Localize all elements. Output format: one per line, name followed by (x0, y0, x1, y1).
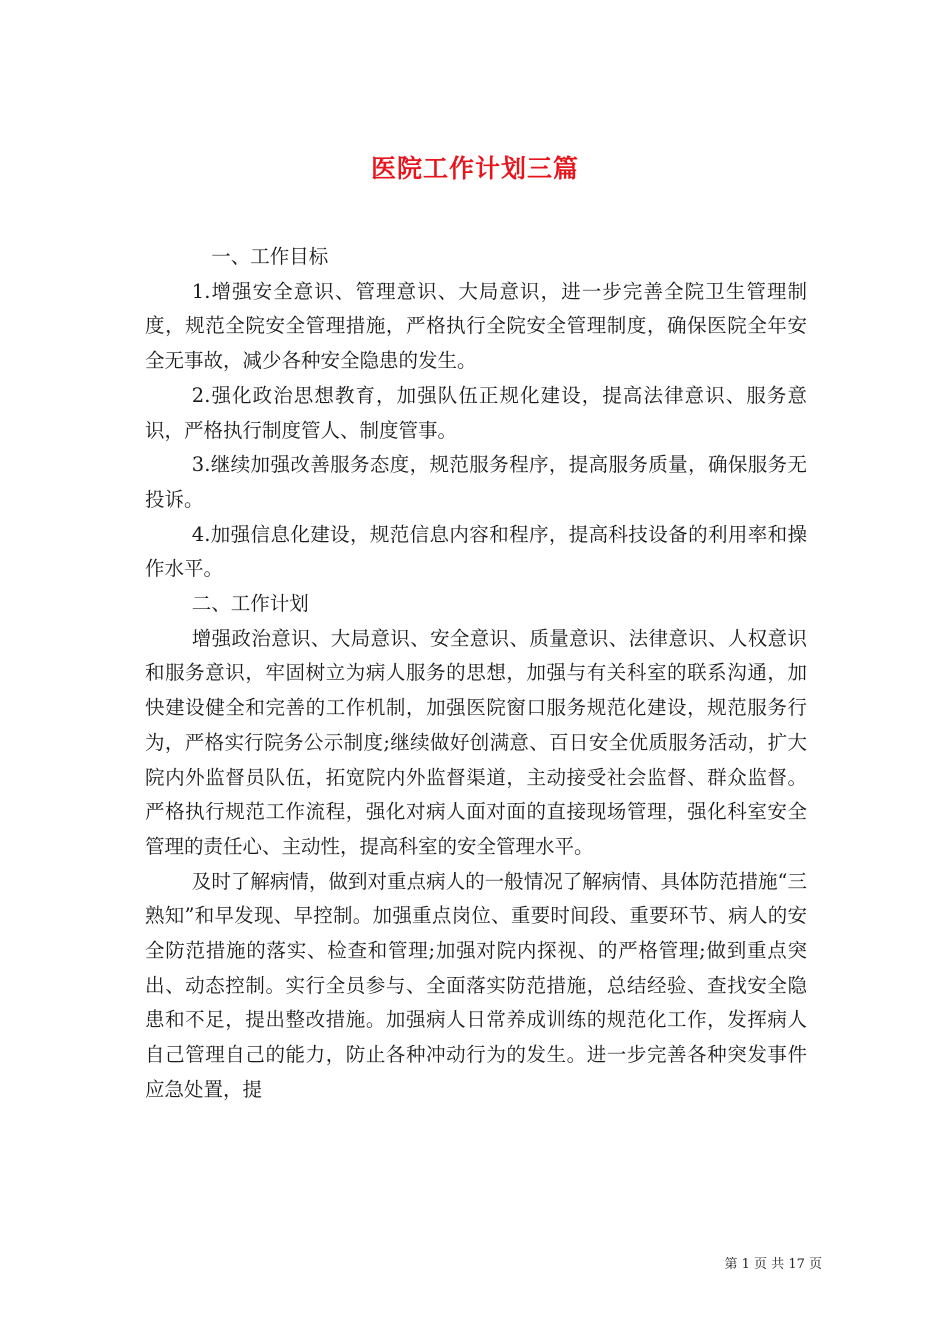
goal-item-1: 1.增强安全意识、管理意识、大局意识，进一步完善全院卫生管理制度，规范全院安全管理措施，严格执行全院安全管理制度，确保医院全年安全无事故，减少各种安全隐患的发生。 (145, 279, 807, 373)
goal-item-3: 3.继续加强改善服务态度，规范服务程序，提高服务质量，确保服务无投诉。 (145, 453, 807, 511)
goal-item-2: 2.强化政治思想教育，加强队伍正规化建设，提高法律意识、服务意识，严格执行制度管人、制度管事。 (145, 383, 807, 442)
page-number: 第 1 页 共 17 页 (724, 1257, 822, 1272)
goal-item-4: 4.加强信息化建设，规范信息内容和程序，提高科技设备的利用率和操作水平。 (145, 522, 807, 581)
plan-paragraph-2: 及时了解病情，做到对重点病人的一般情况了解病情、具体防范措施“三熟知”和早发现、早控制。加强重点岗位、重要时间段、重要环节、病人的安全防范措施的落实、检查和管理;加强对院内探视、的严格管理;做到重点突出、动态控制。实行全员参与、全面落实防范措施，总结经验、查找安全隐患和不足，提出整改措施。加强病人日常养成训练的规范化工作，发挥病人自己管理自己的能力，防止各种冲动行为的发生。进一步完善各种突发事件应急处置，提 (145, 869, 807, 1101)
plan-paragraph-1: 增强政治意识、大局意识、安全意识、质量意识、法律意识、人权意识和服务意识，牢固树立为病人服务的思想，加强与有关科室的联系沟通，加快建设健全和完善的工作机制，加强医院窗口服务规范化建设，规范服务行为，严格实行院务公示制度;继续做好创满意、百日安全优质服务活动，扩大院内外监督员队伍，拓宽院内外监督渠道，主动接受社会监督、群众监督。严格执行规范工作流程，强化对病人面对面的直接现场管理，强化科室安全管理的责任心、主动性，提高科室的安全管理水平。 (145, 626, 807, 858)
document-body (145, 240, 807, 1108)
section-heading-goals: 一、工作目标 (211, 245, 329, 268)
section-heading-plan: 二、工作计划 (191, 592, 309, 616)
page-title: 医院工作计划三篇 (370, 153, 579, 183)
